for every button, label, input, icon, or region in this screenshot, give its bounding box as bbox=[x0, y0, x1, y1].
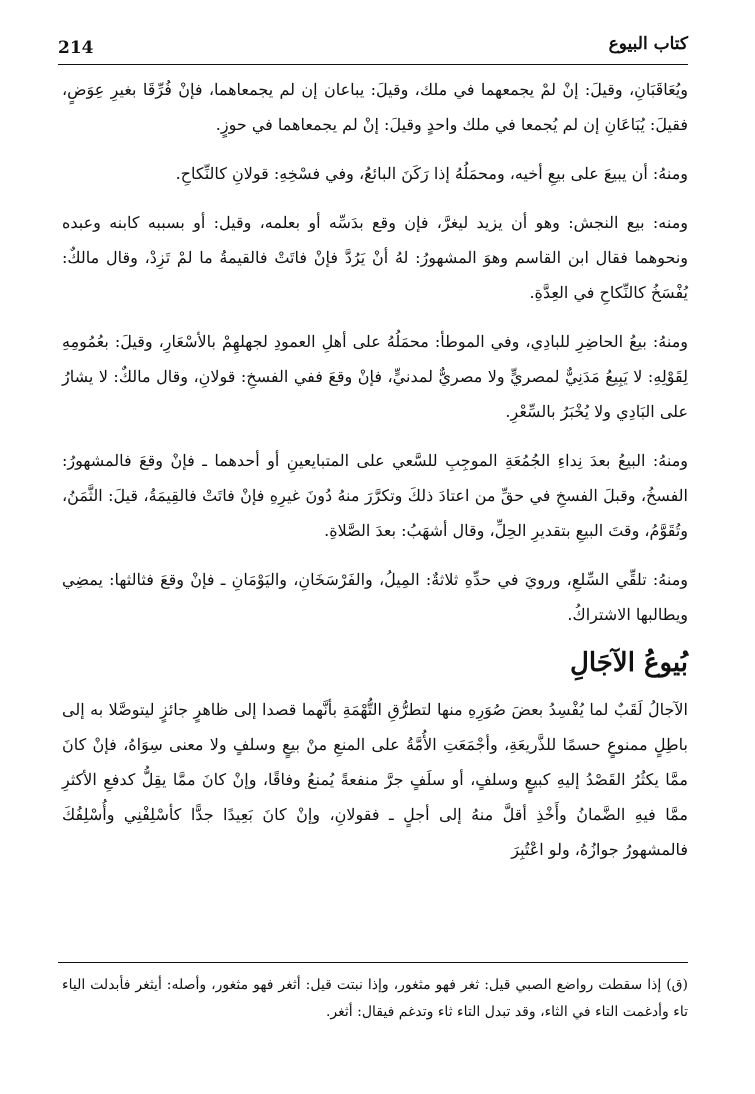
section-heading: بُيوعُ الآجَالِ bbox=[569, 648, 688, 678]
page-number: 214 bbox=[58, 38, 94, 58]
paragraph: ومنه: بيع النجش: وهو أن يزيد ليغرَّ، فإن وقع بدَسِّه أو بعلمه، وقيل: أو بسببه كابنه وعبده ونحوهما فقال ابن القاسم وهوَ المشهورُ: لهُ أنْ يَرُدَّ فإنْ فاتَتْ فالقيمةُ ما لمْ تَزِدْ، وقال مالكٌ: يُفْسَخُ كالنِّكاحِ في العِدَّةِ. bbox=[62, 213, 688, 302]
paragraph: ومنهُ: أن يبيعَ على بيعِ أخيه، ومحمَلُهُ إذا رَكَنَ البائعُ، وفي فسْخِهِ: قولانِ كالنِّكاحِ. bbox=[175, 164, 688, 183]
footnote: (ق) إذا سقطت رواضع الصبي قيل: ثغر فهو مثغور، وإذا نبتت قيل: أثغر فهو مثغور، وأصله: أيثغر فأبدلت الياء تاء وأدغمت التاء في الثاء، وقد تبدل التاء ثاء وتدغم فيقال: أثغر. bbox=[62, 977, 688, 1020]
page-header bbox=[58, 34, 688, 60]
footnotes bbox=[62, 972, 688, 1026]
paragraph: ومنهُ: بيعُ الحاضِرِ للبادِي، وفي الموطأ: محمَلُهُ على أهلِ العمودِ لجهلهِمْ بالأسْعَارِ، وقيلَ: بعُمُومِهِ لِقَوْلِهِ: لا يَبِيعُ مَدَنِيٌّ لمصريٍّ ولا مصريٌّ لمدنيٍّ، فإنْ وقعَ ففي الفسخِ: قولانِ، وقال مالكٌ: لا يشارُ على البَادِي ولا يُخْبَرُ بالسِّعْرِ. bbox=[62, 332, 688, 421]
paragraph: ومنهُ: البيعُ بعدَ نِداءِ الجُمُعَةِ الموجِبِ للسَّعي على المتبايعينِ أو أحدهما ـ فإنْ وقعَ فالمشهورُ: الفسخُ، وقبلَ الفسخِ في حقِّ من اعتادَ ذلكَ وتكرَّرَ منهُ دُونَ غيرِهِ فإنْ فاتَتْ فالقِيمَةُ، قيلَ: الثَّمَنُ، وتُقَوَّمُ، وقتَ البيعِ بتقديرِ الحِلِّ، وقال أشهَبُ: بعدَ الصَّلاةِ. bbox=[62, 451, 688, 540]
footnote-divider bbox=[58, 962, 688, 963]
section-paragraph: الآجالُ لَقَبٌ لما يُفْسِدُ بعضَ صُوَرِهِ منها لتطرُّقِ التُّهْمَةِ بأنَّهما قصدا إلى ظاهرٍ جائزٍ ليتوصَّلا به إلى باطِلٍ ممنوعٍ حسمًا للذَّريعَةِ، وأجْمَعَتِ الأُمَّةُ على المنعِ منْ بيعٍ وسلفٍ ولا معنى سِوَاهُ، فإنْ كانَ ممَّا يكثُرُ القَصْدُ إليهِ كبيعٍ وسلفٍ، أو سلَفٍ جرَّ منفعةً يُمنعُ وفاقًا، وإنْ كانَ ممَّا يقِلُّ كدفعِ الأكثرِ ممَّا فيهِ الضَّمانُ وأَخْذِ أقلَّ منهُ إلى أجلٍ ـ فقولانِ، وإنْ كانَ بَعِيدًا جدًّا كأسْلِفْنِي وأُسْلِفُكَ فالمشهورُ جوازُهُ، ولو اعْتُبِرَ bbox=[62, 700, 688, 859]
running-title: كتاب البيوع bbox=[608, 34, 688, 54]
main-text bbox=[62, 72, 688, 881]
header-divider bbox=[58, 64, 688, 65]
paragraph: ومنهُ: تلقِّي السِّلعِ، ورويَ في حدِّهِ ثلاثةٌ: المِيلُ، والفَرْسَخَانِ، واليَوْمَانِ ـ فإنْ وقعَ فثالثها: يمضِي ويطالبها الاشتراكُ. bbox=[62, 570, 688, 624]
paragraph: ويُعَاقَبَانِ، وقيلَ: إنْ لمْ يجمعهما في ملك، وقيلَ: يباعان إن لم يجمعاهما، فإنْ فُرِّقَا بغيرِ عِوَضٍ، فقيلَ: يُبَاعَانِ إن لم يُجمعا في ملك واحدٍ وقيلَ: إنْ لم يجمعاهما في حوزٍ. bbox=[62, 80, 688, 134]
